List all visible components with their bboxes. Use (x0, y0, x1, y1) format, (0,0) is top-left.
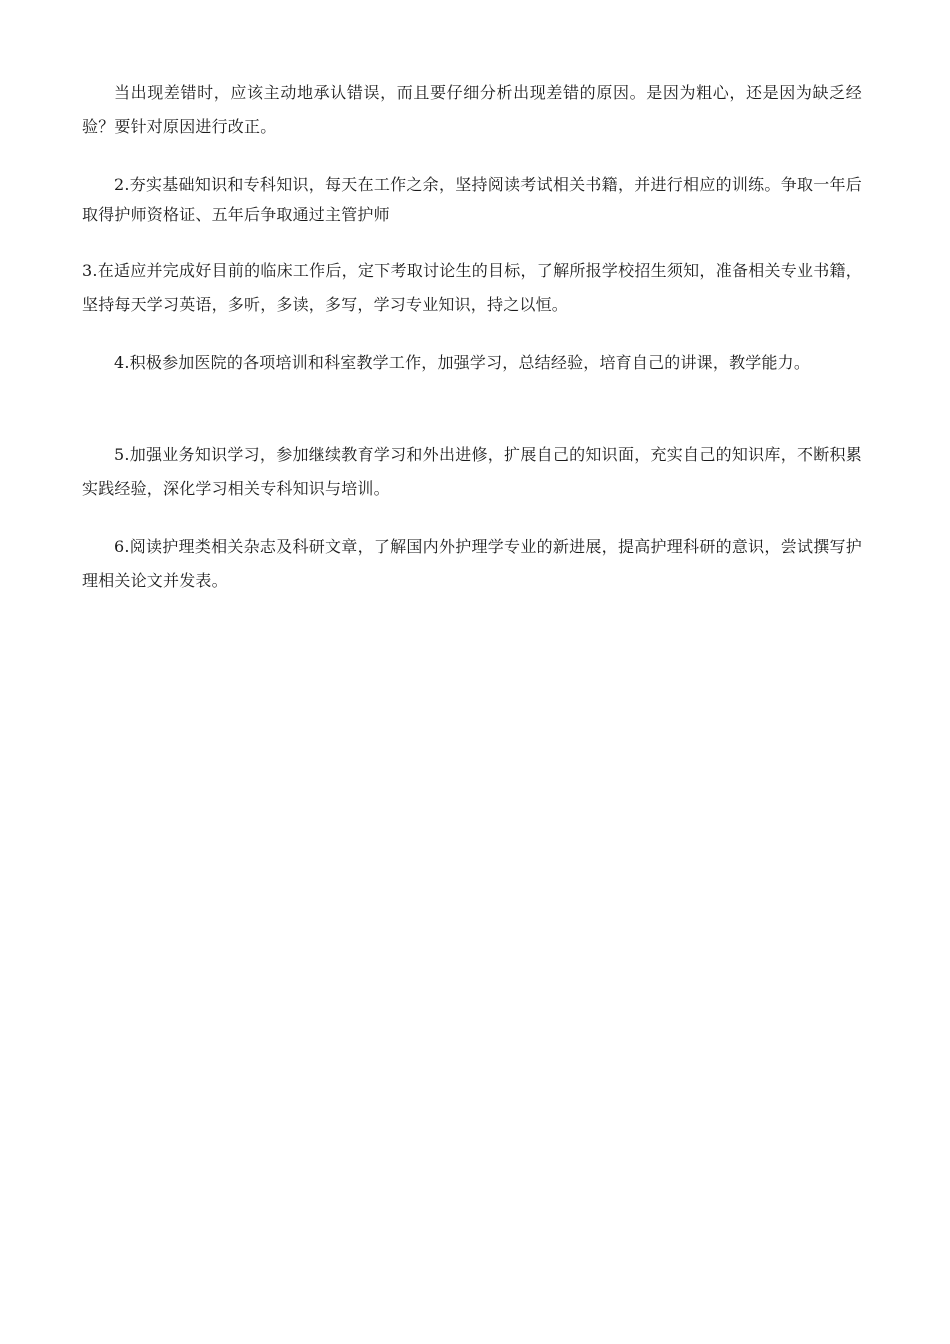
paragraph-error-handling: 当出现差错时，应该主动地承认错误，而且要仔细分析出现差错的原因。是因为粗心，还是因为缺乏经验？要针对原因进行改正。 (82, 83, 862, 136)
paragraph-item-4: 4.积极参加医院的各项培训和科室教学工作，加强学习，总结经验，培育自己的讲课，教学能力。 (114, 353, 811, 372)
paragraph-item-2: 2.夯实基础知识和专科知识，每天在工作之余，坚持阅读考试相关书籍，并进行相应的训练。争取一年后取得护师资格证、五年后争取通过主管护师 (82, 175, 862, 224)
paragraph-item-3: 3.在适应并完成好目前的临床工作后，定下考取讨论生的目标，了解所报学校招生须知，准备相关专业书籍，坚持每天学习英语，多听，多读，多写，学习专业知识，持之以恒。 (82, 261, 862, 314)
paragraph-item-6: 6.阅读护理类相关杂志及科研文章，了解国内外护理学专业的新进展，提高护理科研的意识，尝试撰写护理相关论文并发表。 (82, 537, 862, 590)
paragraph-item-5: 5.加强业务知识学习，参加继续教育学习和外出进修，扩展自己的知识面，充实自己的知识库，不断积累实践经验，深化学习相关专科知识与培训。 (82, 445, 862, 498)
